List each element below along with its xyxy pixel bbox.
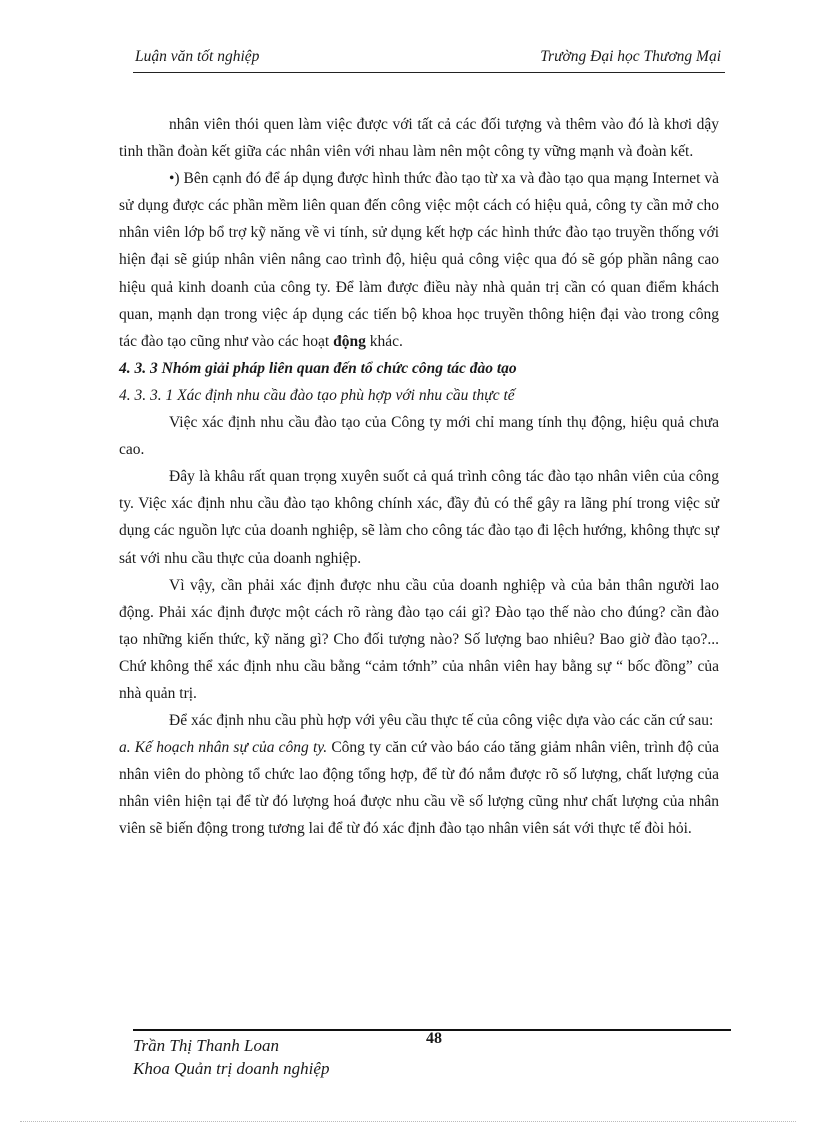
paragraph-2-text: •) Bên cạnh đó để áp dụng được hình thức đào tạo từ xa và đào tạo qua mạng Internet và sử dụng được các phần mềm liên quan đến công việc một cách có hiệu quả, công ty cần mở cho nhân viên lớp bổ trợ kỹ năng về vi tính, sử dụng kết hợp các hình thức đào tạo truyền thống với hiện đại sẽ giúp nhân viên nâng cao trình độ, hiệu quả công việc qua đó sẽ góp phần nâng cao hiệu quả kinh doanh của công ty. Để làm được điều này nhà quản trị cần có quan điểm khách quan, mạnh dạn trong việc áp dụng các tiến bộ khoa học truyền thông hiện đại vào trong công tác đào tạo cũng như vào các hoạt xyxy=(119,170,719,350)
header-rule xyxy=(133,72,725,73)
page-number: 48 xyxy=(426,1030,442,1047)
paragraph-7 xyxy=(119,734,719,842)
paragraph-2 xyxy=(119,165,719,355)
paragraph-2-bold-word: động xyxy=(333,332,366,350)
page-body xyxy=(119,111,719,843)
footer-faculty: Khoa Quản trị doanh nghiệp xyxy=(133,1059,330,1078)
header-university: Trường Đại học Thương Mại xyxy=(540,48,721,65)
footer-author: Trần Thị Thanh Loan xyxy=(133,1036,279,1055)
paragraph-7-text: Công ty căn cứ vào báo cáo tăng giảm nhân viên, trình độ của nhân viên do phòng tổ chức lao động tổng hợp, để từ đó nắm được rõ số lượng, chất lượng của nhân viên hiện tại để từ đó lượng hoá được nhu cầu về số lượng cũng như chất lượng của nhân viên sẽ biến động trong tương lai để từ đó xác định đào tạo nhân viên sát với thực tế đòi hỏi. xyxy=(119,739,719,838)
paragraph-1: nhân viên thói quen làm việc được với tất cả các đối tượng và thêm vào đó là khơi dậy tinh thần đoàn kết giữa các nhân viên với nhau làm nên một công ty vững mạnh và đoàn kết. xyxy=(119,116,719,161)
paragraph-4: Đây là khâu rất quan trọng xuyên suốt cả quá trình công tác đào tạo nhân viên của công ty. Việc xác định nhu cầu đào tạo không chính xác, đầy đủ có thể gây ra lãng phí trong việc sử dụng các nguồn lực của doanh nghiệp, sẽ làm cho công tác đào tạo đi lệch hướng, không thực sự sát với nhu cầu thực của doanh nghiệp. xyxy=(119,468,719,567)
page-bottom-divider xyxy=(20,1121,796,1122)
paragraph-2-end: khác. xyxy=(365,332,403,350)
header-thesis-label: Luận văn tốt nghiệp xyxy=(135,48,260,65)
paragraph-6: Để xác định nhu cầu phù hợp với yêu cầu thực tế của công việc dựa vào các căn cứ sau: xyxy=(169,712,714,730)
section-heading: 4. 3. 3 Nhóm giải pháp liên quan đến tổ chức công tác đào tạo xyxy=(119,359,517,377)
page-header xyxy=(133,48,723,72)
paragraph-3: Việc xác định nhu cầu đào tạo của Công ty mới chỉ mang tính thụ động, hiệu quả chưa cao. xyxy=(119,414,719,459)
subsection-heading: 4. 3. 3. 1 Xác định nhu cầu đào tạo phù hợp với nhu cầu thực tế xyxy=(119,386,515,404)
paragraph-5: Vì vậy, cần phải xác định được nhu cầu của doanh nghiệp và của bản thân người lao động. Phải xác định được một cách rõ ràng đào tạo cái gì? Đào tạo thế nào cho đúng? cần đào tạo những kiến thức, kỹ năng gì? Cho đối tượng nào? Số lượng bao nhiêu? Bao giờ đào tạo?... Chứ không thể xác định nhu cầu bằng “cảm tớnh” của nhân viên hay bằng sự “ bốc đồng” của nhà quản trị. xyxy=(119,576,719,702)
footer-author-block xyxy=(133,1034,329,1080)
paragraph-7-lead: a. Kế hoạch nhân sự của công ty. xyxy=(119,739,328,757)
